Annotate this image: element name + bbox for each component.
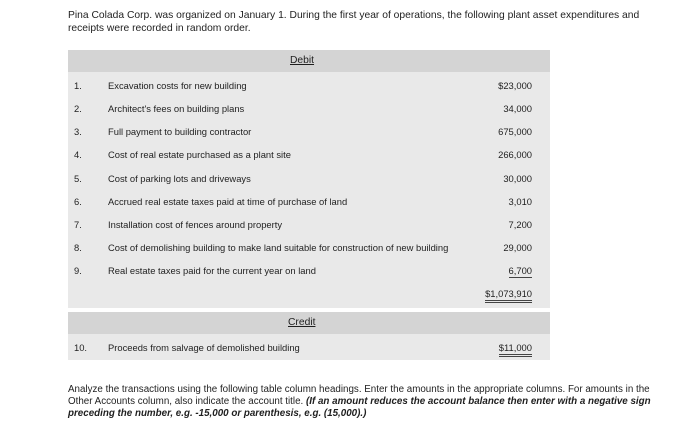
row-amount: 29,000 [503,242,532,253]
credit-header: Credit [288,317,316,328]
table-row [68,121,550,143]
row-description: Excavation costs for new building [108,80,247,91]
row-description: Cost of real estate purchased as a plant site [108,149,291,160]
row-number: 6. [74,196,82,207]
debit-total: $1,073,910 [485,288,532,303]
problem-intro: Pina Colada Corp. was organized on January 1. During the first year of operations, the following plant asset expenditures and receipts were recorded in random order. [68,10,640,34]
row-number: 9. [74,265,82,276]
table-row [68,337,550,359]
instructions-emphasis: (If an amount reduces the account balance then enter with a negative sign preceding the number, e.g. -15,000 or parenthesis, e.g. (15,000).) [68,396,651,419]
row-number: 2. [74,103,82,114]
debit-table-header [68,50,550,72]
row-number: 10. [74,342,88,353]
instructions [68,384,668,420]
table-row [68,144,550,166]
table-row [68,168,550,190]
row-amount: $11,000 [499,342,532,357]
row-amount: 6,700 [508,265,532,276]
row-description: Real estate taxes paid for the current year on land [108,265,316,276]
table-row [68,237,550,259]
row-number: 1. [74,80,82,91]
table-row [68,191,550,213]
row-amount: 3,010 [508,196,532,207]
row-description: Accrued real estate taxes paid at time of purchase of land [108,196,348,207]
table-row [68,75,550,97]
row-description: Architect's fees on building plans [108,103,245,114]
debit-header: Debit [290,55,315,66]
total-row [68,283,550,305]
row-number: 8. [74,242,82,253]
row-number: 7. [74,219,82,230]
table-row [68,98,550,120]
row-description: Full payment to building contractor [108,126,252,137]
credit-table-header [68,312,550,334]
row-number: 5. [74,173,82,184]
debit-table [68,50,550,308]
row-number: 4. [74,149,82,160]
credit-table [68,312,550,360]
row-amount: 34,000 [503,103,532,114]
row-number: 3. [74,126,82,137]
row-description: Cost of demolishing building to make land suitable for construction of new building [108,242,449,253]
table-row [68,214,550,236]
row-description: Cost of parking lots and driveways [108,173,251,184]
row-amount: 7,200 [508,219,532,230]
row-amount: 675,000 [498,126,532,137]
row-amount: 30,000 [503,173,532,184]
instructions-text: Analyze the transactions using the following table column headings. Enter the amounts in the appropriate columns. For amounts in the Other Accounts column, also indicate the account title. [68,384,650,407]
row-description: Installation cost of fences around property [108,219,283,230]
row-amount: $23,000 [498,80,532,91]
row-amount: 266,000 [498,149,532,160]
row-description: Proceeds from salvage of demolished building [108,342,300,353]
table-row [68,260,550,282]
